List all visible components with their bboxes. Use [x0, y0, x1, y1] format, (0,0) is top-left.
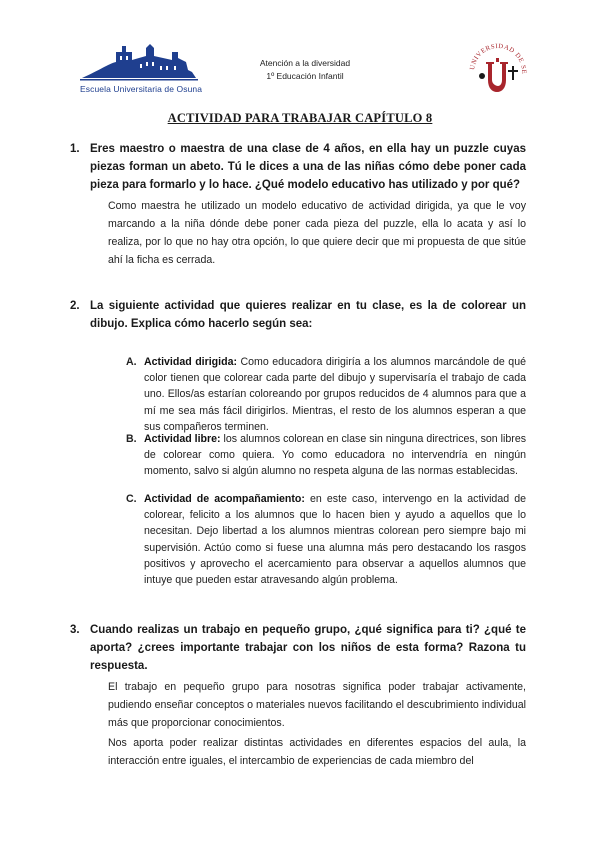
svg-text:UNIVERSIDAD DE SEVILLA — [466, 40, 527, 74]
answer-1-paragraph: Como maestra he utilizado un modelo educativo de actividad dirigida, ya que le voy marcando a la niña dónde debe poner cada pieza del puzzle, ella lo acata y así lo realiza, por lo que no hay otra opción, lo que quiere decir que mi propuesta de que sitúe ahí la ficha es cerrada. — [108, 200, 526, 266]
item-text: Como educadora dirigiría a los alumnos marcándole de qué color tienen que colorear cada parte del dibujo y supervisaría el trabajo de cada uno. Ellos/as estarían coloreando por grupos reducidos de 4 alumnos para que a mí me sea más fácil dirigirlos. Mientras, el resto de los alumnos esperan a que sus compañeros terminen. — [144, 356, 526, 433]
question-number: 2. — [70, 300, 80, 312]
item-text: en este caso, intervengo en la actividad de colorear, felicito a los alumnos que lo hacen bien y ayudo a aquellos que lo necesitan. Dejo libertad a los alumnos mientras colorean pero siempre bajo mi supervisión. Actúo como si fuese una alumna más pero destacando los rasgos positivos y aprovecho el acercamiento para observar a aquellos alumnos que intuye que pueden estar atravesando algún problema. — [144, 493, 526, 587]
question-text: Eres maestro o maestra de una clase de 4 años, en ella hay un puzzle cuyas piezas forman un abeto. Tú le dices a una de las niñas cómo debe poner cada pieza para formarlo y lo hace. ¿Qué modelo educativo has utilizado y por qué? — [90, 143, 526, 191]
header-line-2: 1º Educación Infantil — [266, 71, 344, 81]
castle-logo-icon — [80, 40, 200, 82]
question-2 — [70, 297, 526, 333]
activity-item-a — [126, 354, 526, 435]
item-letter: C. — [126, 493, 137, 505]
school-name: Escuela Universitaria de Osuna — [80, 84, 203, 94]
question-text: Cuando realizas un trabajo en pequeño grupo, ¿qué significa para ti? ¿qué te aporta? ¿crees importante trabajar con los niños de esta forma? Razona tu respuesta. — [90, 624, 526, 672]
item-text: los alumnos colorean en clase sin ninguna directrices, son libres de colorear como quiera. Yo como educadora no intervendría en ningún momento, salvo si algún alumno no respeta alguna de las normas establecidas. — [144, 433, 527, 478]
question-3 — [70, 621, 526, 675]
page-title: ACTIVIDAD PARA TRABAJAR CAPÍTULO 8 — [167, 111, 433, 125]
item-letter: B. — [126, 433, 137, 445]
question-text: La siguiente actividad que quieres realizar en tu clase, es la de colorear un dibujo. Explica cómo hacerlo según sea: — [90, 300, 526, 330]
seal-text: UNIVERSIDAD DE SE — [469, 42, 528, 75]
activity-item-c — [126, 491, 526, 588]
answer-3-paragraph-1: El trabajo en pequeño grupo para nosotras significa poder trabajar activamente, pudiendo enseñar conceptos o materiales nuevos facilitando el descubrimiento individual más que proporcionar conocimientos. — [108, 681, 526, 729]
item-label: Actividad libre: — [144, 433, 221, 445]
answer-3-paragraph-2: Nos aporta poder realizar distintas actividades en diferentes espacios del aula, la interacción entre iguales, el intercambio de experiencias de cada miembro del — [108, 737, 526, 767]
university-seal-icon — [466, 40, 530, 104]
school-logo — [80, 40, 203, 95]
header-subject — [240, 57, 370, 83]
activity-item-b — [126, 431, 527, 480]
item-label: Actividad de acompañamiento: — [144, 493, 305, 505]
question-number: 1. — [70, 143, 80, 155]
header-line-1: Atención a la diversidad — [259, 58, 351, 68]
question-number: 3. — [70, 624, 80, 636]
item-label: Actividad dirigida: — [144, 356, 237, 368]
item-letter: A. — [126, 356, 137, 368]
university-seal — [466, 40, 530, 104]
question-1 — [70, 140, 526, 194]
